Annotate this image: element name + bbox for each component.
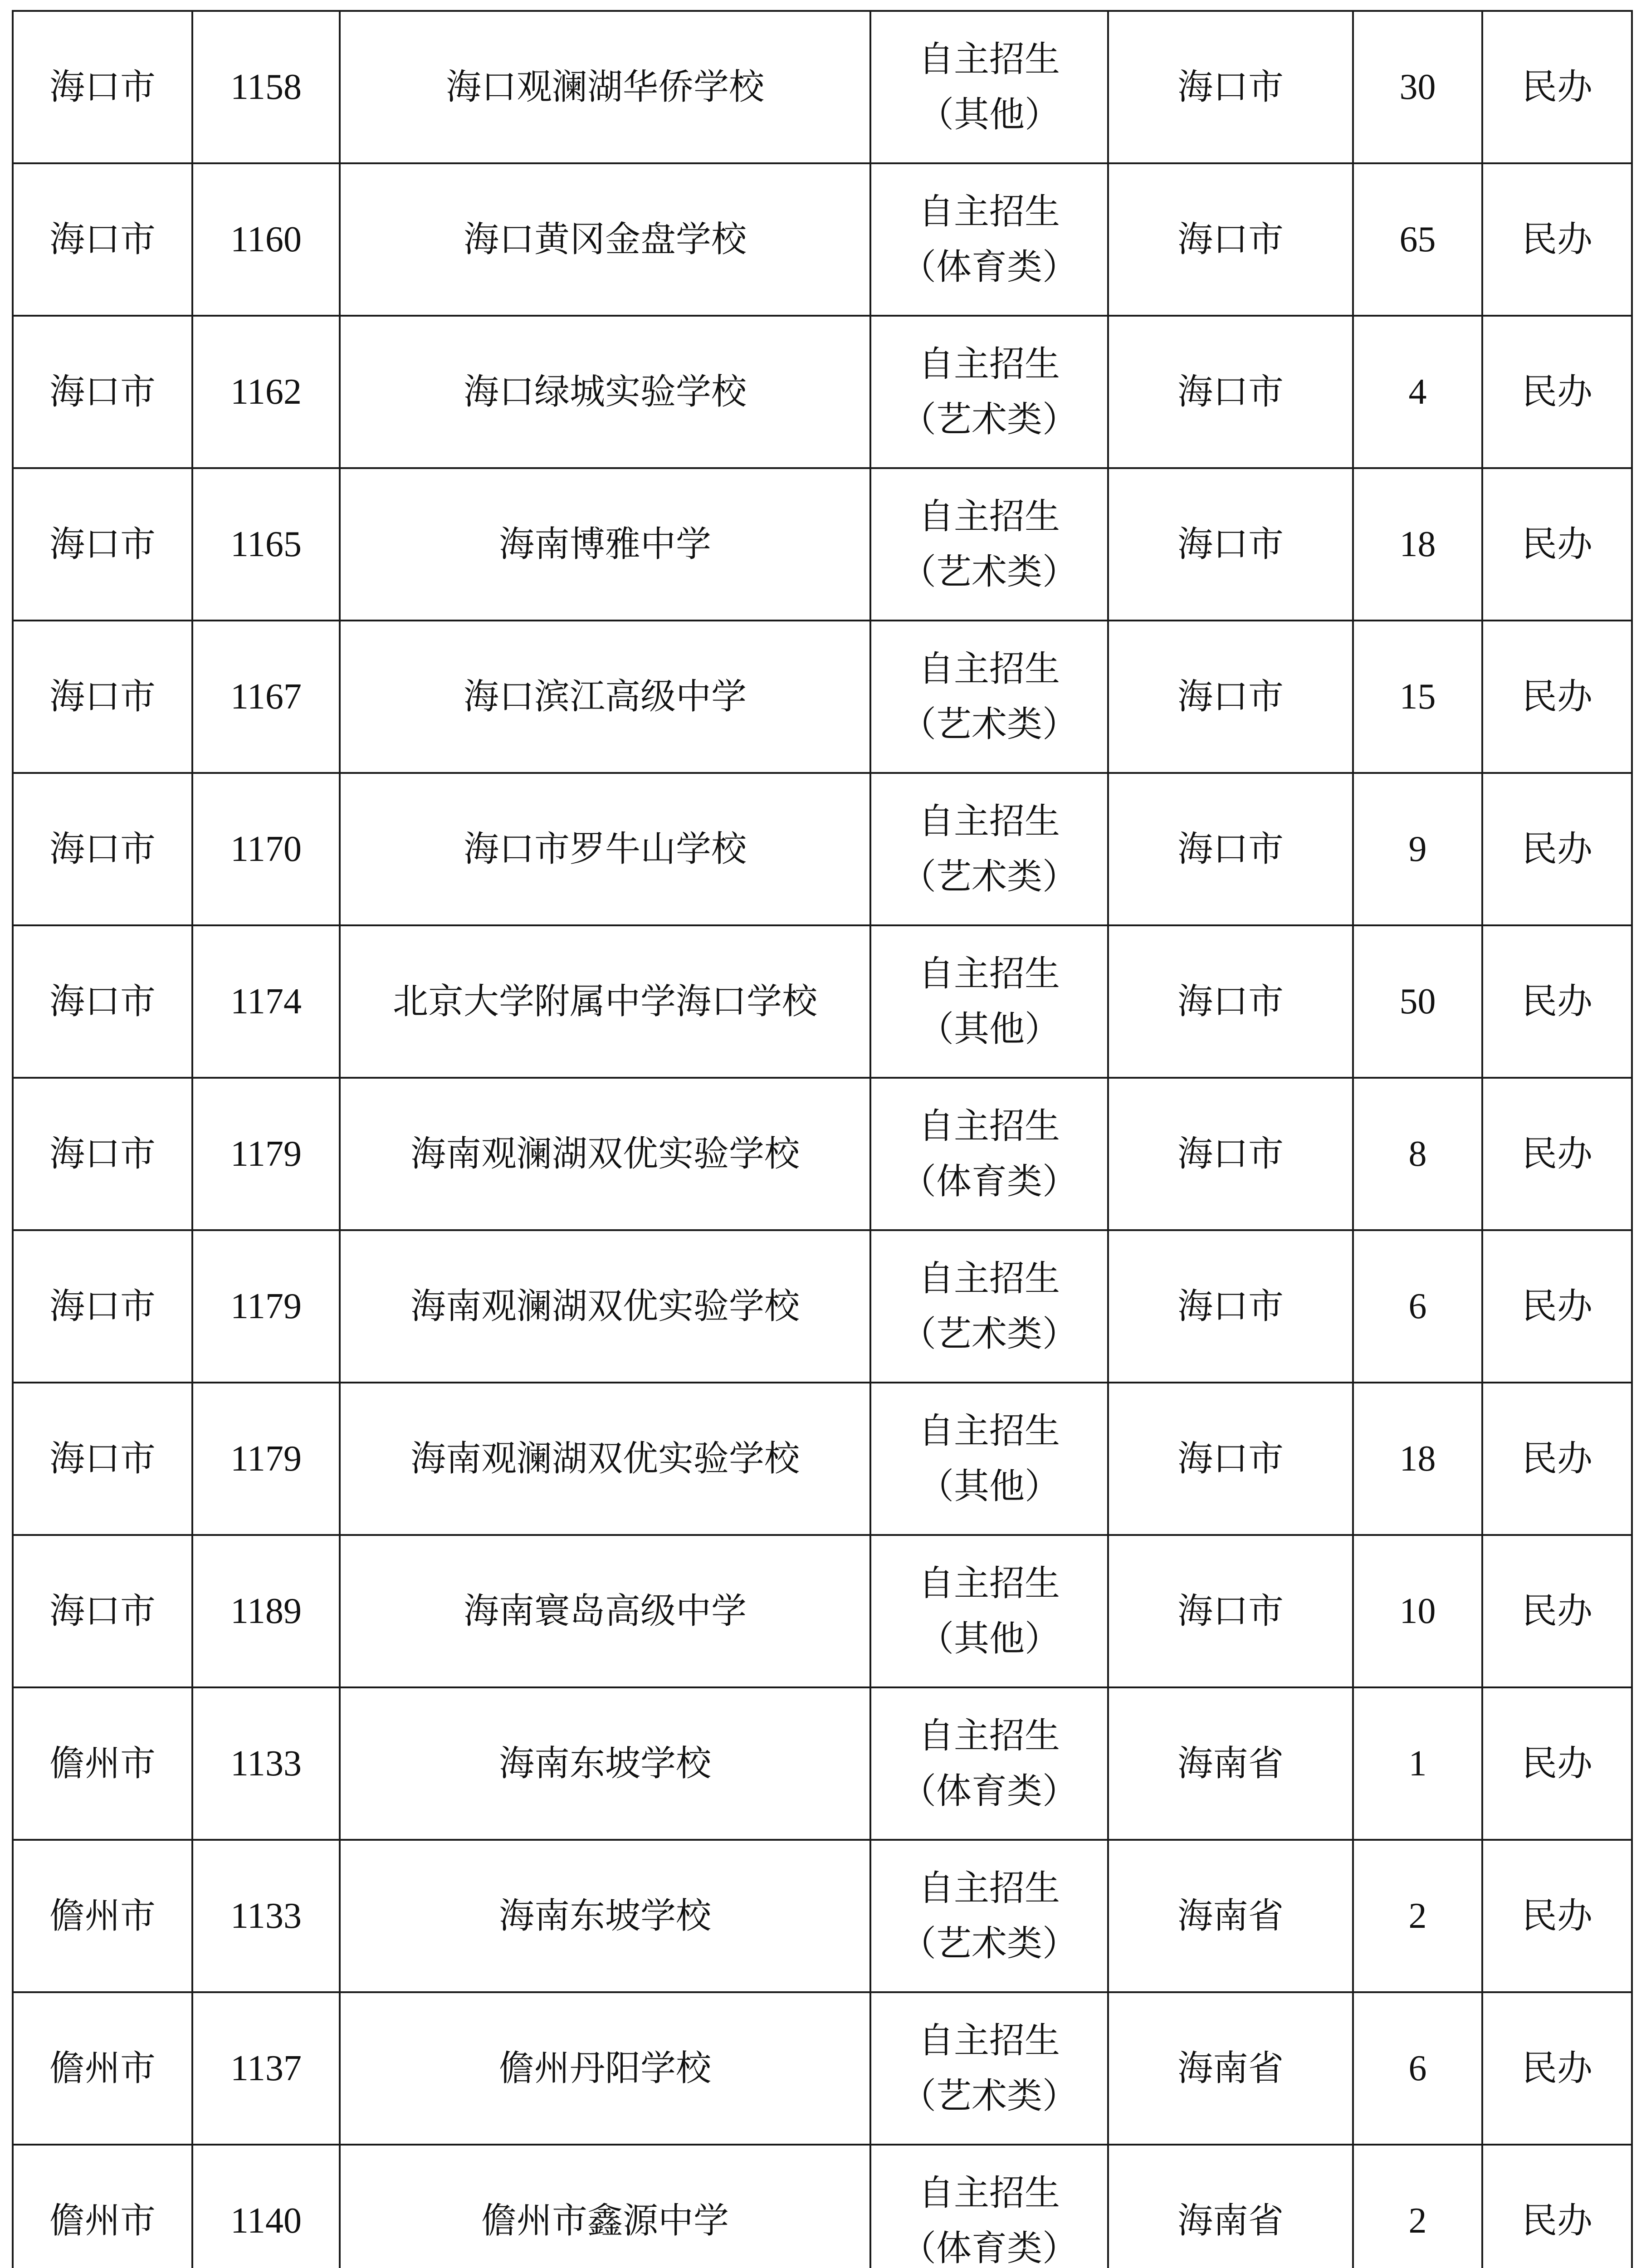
cell-city: 儋州市 xyxy=(13,1840,192,1992)
cell-city: 海口市 xyxy=(13,1078,192,1230)
cell-school-code: 1167 xyxy=(192,621,340,773)
admission-type-main: 自主招生 xyxy=(918,1868,1060,1909)
admission-type-category: （艺术类） xyxy=(900,1314,1078,1354)
cell-school-name: 海口观澜湖华侨学校 xyxy=(340,11,870,163)
cell-school-name: 海南东坡学校 xyxy=(340,1687,870,1840)
cell-quota: 2 xyxy=(1353,1840,1482,1992)
admission-type-category: （其他） xyxy=(918,1009,1060,1050)
cell-school-name: 海南东坡学校 xyxy=(340,1840,870,1992)
cell-admission-type xyxy=(870,1535,1108,1687)
cell-admission-type xyxy=(870,163,1108,316)
cell-city: 海口市 xyxy=(13,773,192,925)
admission-type-main: 自主招生 xyxy=(918,1258,1060,1299)
cell-admission-type xyxy=(870,2145,1108,2268)
cell-city: 海口市 xyxy=(13,1535,192,1687)
cell-admission-type xyxy=(870,773,1108,925)
cell-quota: 2 xyxy=(1353,2145,1482,2268)
table-row xyxy=(13,1992,1632,2145)
cell-school-name: 海口绿城实验学校 xyxy=(340,316,870,468)
cell-quota: 9 xyxy=(1353,773,1482,925)
cell-city: 海口市 xyxy=(13,1383,192,1535)
admission-type-main: 自主招生 xyxy=(918,1411,1060,1452)
cell-quota: 4 xyxy=(1353,316,1482,468)
cell-admission-scope: 海口市 xyxy=(1108,773,1353,925)
table-row xyxy=(13,773,1632,925)
admission-type-category: （体育类） xyxy=(900,1161,1078,1202)
cell-city: 儋州市 xyxy=(13,2145,192,2268)
cell-school-name: 海南寰岛高级中学 xyxy=(340,1535,870,1687)
cell-city: 海口市 xyxy=(13,925,192,1078)
cell-school-nature: 民办 xyxy=(1482,2145,1632,2268)
cell-quota: 65 xyxy=(1353,163,1482,316)
table-row xyxy=(13,1230,1632,1383)
cell-admission-scope: 海口市 xyxy=(1108,621,1353,773)
cell-admission-scope: 海南省 xyxy=(1108,2145,1353,2268)
cell-quota: 30 xyxy=(1353,11,1482,163)
cell-school-code: 1137 xyxy=(192,1992,340,2145)
cell-school-name: 北京大学附属中学海口学校 xyxy=(340,925,870,1078)
cell-school-name: 海南博雅中学 xyxy=(340,468,870,621)
cell-admission-type xyxy=(870,621,1108,773)
table-row xyxy=(13,316,1632,468)
table-row xyxy=(13,2145,1632,2268)
cell-admission-type xyxy=(870,468,1108,621)
cell-admission-type xyxy=(870,1078,1108,1230)
cell-school-code: 1170 xyxy=(192,773,340,925)
cell-quota: 18 xyxy=(1353,1383,1482,1535)
cell-school-name: 海口滨江高级中学 xyxy=(340,621,870,773)
cell-school-nature: 民办 xyxy=(1482,1992,1632,2145)
admission-type-category: （体育类） xyxy=(900,2228,1078,2268)
cell-city: 海口市 xyxy=(13,468,192,621)
cell-city: 儋州市 xyxy=(13,1687,192,1840)
cell-school-nature: 民办 xyxy=(1482,925,1632,1078)
admission-type-category: （艺术类） xyxy=(900,399,1078,440)
cell-city: 海口市 xyxy=(13,1230,192,1383)
admission-type-main: 自主招生 xyxy=(918,2173,1060,2214)
admission-type-main: 自主招生 xyxy=(918,801,1060,842)
table-row xyxy=(13,925,1632,1078)
cell-admission-type xyxy=(870,1992,1108,2145)
cell-school-nature: 民办 xyxy=(1482,621,1632,773)
cell-quota: 50 xyxy=(1353,925,1482,1078)
cell-quota: 10 xyxy=(1353,1535,1482,1687)
admission-type-main: 自主招生 xyxy=(918,191,1060,232)
cell-admission-scope: 海口市 xyxy=(1108,1383,1353,1535)
cell-city: 儋州市 xyxy=(13,1992,192,2145)
table-row xyxy=(13,1535,1632,1687)
cell-school-code: 1133 xyxy=(192,1687,340,1840)
cell-quota: 15 xyxy=(1353,621,1482,773)
cell-school-code: 1133 xyxy=(192,1840,340,1992)
cell-school-code: 1140 xyxy=(192,2145,340,2268)
admission-type-main: 自主招生 xyxy=(918,649,1060,689)
admission-type-main: 自主招生 xyxy=(918,1106,1060,1147)
cell-school-code: 1179 xyxy=(192,1230,340,1383)
table-row xyxy=(13,1078,1632,1230)
cell-quota: 18 xyxy=(1353,468,1482,621)
table-row xyxy=(13,1383,1632,1535)
cell-admission-type xyxy=(870,1383,1108,1535)
admission-type-main: 自主招生 xyxy=(918,39,1060,80)
admission-type-category: （体育类） xyxy=(900,247,1078,288)
cell-school-name: 海口黄冈金盘学校 xyxy=(340,163,870,316)
cell-city: 海口市 xyxy=(13,316,192,468)
cell-school-code: 1162 xyxy=(192,316,340,468)
admission-type-category: （艺术类） xyxy=(900,2076,1078,2116)
cell-admission-scope: 海口市 xyxy=(1108,1078,1353,1230)
cell-admission-type xyxy=(870,316,1108,468)
cell-school-code: 1160 xyxy=(192,163,340,316)
admission-type-main: 自主招生 xyxy=(918,2020,1060,2061)
cell-school-name: 海南观澜湖双优实验学校 xyxy=(340,1078,870,1230)
table-row xyxy=(13,1840,1632,1992)
table-body xyxy=(13,11,1632,2268)
cell-admission-scope: 海口市 xyxy=(1108,163,1353,316)
cell-school-code: 1179 xyxy=(192,1078,340,1230)
cell-school-nature: 民办 xyxy=(1482,316,1632,468)
admission-type-main: 自主招生 xyxy=(918,496,1060,537)
cell-admission-scope: 海口市 xyxy=(1108,316,1353,468)
cell-quota: 1 xyxy=(1353,1687,1482,1840)
cell-school-nature: 民办 xyxy=(1482,1535,1632,1687)
cell-admission-scope: 海口市 xyxy=(1108,925,1353,1078)
admission-type-main: 自主招生 xyxy=(918,1716,1060,1756)
cell-school-nature: 民办 xyxy=(1482,468,1632,621)
cell-admission-scope: 海南省 xyxy=(1108,1840,1353,1992)
admission-type-category: （艺术类） xyxy=(900,1923,1078,1964)
cell-school-name: 儋州市鑫源中学 xyxy=(340,2145,870,2268)
cell-school-nature: 民办 xyxy=(1482,773,1632,925)
cell-city: 海口市 xyxy=(13,163,192,316)
cell-admission-scope: 海南省 xyxy=(1108,1992,1353,2145)
cell-school-name: 海南观澜湖双优实验学校 xyxy=(340,1230,870,1383)
table-row xyxy=(13,11,1632,163)
cell-city: 海口市 xyxy=(13,11,192,163)
cell-school-nature: 民办 xyxy=(1482,1230,1632,1383)
cell-school-code: 1179 xyxy=(192,1383,340,1535)
cell-quota: 8 xyxy=(1353,1078,1482,1230)
admission-type-category: （其他） xyxy=(918,1466,1060,1507)
cell-admission-scope: 海口市 xyxy=(1108,468,1353,621)
cell-school-nature: 民办 xyxy=(1482,11,1632,163)
cell-school-code: 1165 xyxy=(192,468,340,621)
admission-type-category: （其他） xyxy=(918,94,1060,135)
cell-admission-type xyxy=(870,1840,1108,1992)
cell-school-name: 海口市罗牛山学校 xyxy=(340,773,870,925)
cell-admission-scope: 海口市 xyxy=(1108,11,1353,163)
admission-type-category: （艺术类） xyxy=(900,552,1078,592)
cell-school-code: 1189 xyxy=(192,1535,340,1687)
cell-quota: 6 xyxy=(1353,1230,1482,1383)
cell-admission-type xyxy=(870,11,1108,163)
admission-type-category: （艺术类） xyxy=(900,704,1078,745)
admission-type-category: （其他） xyxy=(918,1618,1060,1659)
cell-admission-scope: 海口市 xyxy=(1108,1230,1353,1383)
cell-admission-type xyxy=(870,1230,1108,1383)
cell-school-name: 海南观澜湖双优实验学校 xyxy=(340,1383,870,1535)
table-row xyxy=(13,468,1632,621)
admission-type-main: 自主招生 xyxy=(918,344,1060,385)
cell-admission-type xyxy=(870,1687,1108,1840)
admission-type-main: 自主招生 xyxy=(918,953,1060,994)
cell-school-name: 儋州丹阳学校 xyxy=(340,1992,870,2145)
admission-type-category: （艺术类） xyxy=(900,856,1078,897)
cell-school-nature: 民办 xyxy=(1482,1687,1632,1840)
table-row xyxy=(13,1687,1632,1840)
cell-school-code: 1174 xyxy=(192,925,340,1078)
cell-school-code: 1158 xyxy=(192,11,340,163)
cell-school-nature: 民办 xyxy=(1482,163,1632,316)
cell-school-nature: 民办 xyxy=(1482,1078,1632,1230)
cell-city: 海口市 xyxy=(13,621,192,773)
table-row xyxy=(13,621,1632,773)
cell-admission-type xyxy=(870,925,1108,1078)
cell-admission-scope: 海口市 xyxy=(1108,1535,1353,1687)
cell-admission-scope: 海南省 xyxy=(1108,1687,1353,1840)
admission-type-category: （体育类） xyxy=(900,1771,1078,1812)
enrollment-table xyxy=(12,10,1633,2268)
table-row xyxy=(13,163,1632,316)
admission-type-main: 自主招生 xyxy=(918,1563,1060,1604)
cell-school-nature: 民办 xyxy=(1482,1383,1632,1535)
cell-quota: 6 xyxy=(1353,1992,1482,2145)
cell-school-nature: 民办 xyxy=(1482,1840,1632,1992)
